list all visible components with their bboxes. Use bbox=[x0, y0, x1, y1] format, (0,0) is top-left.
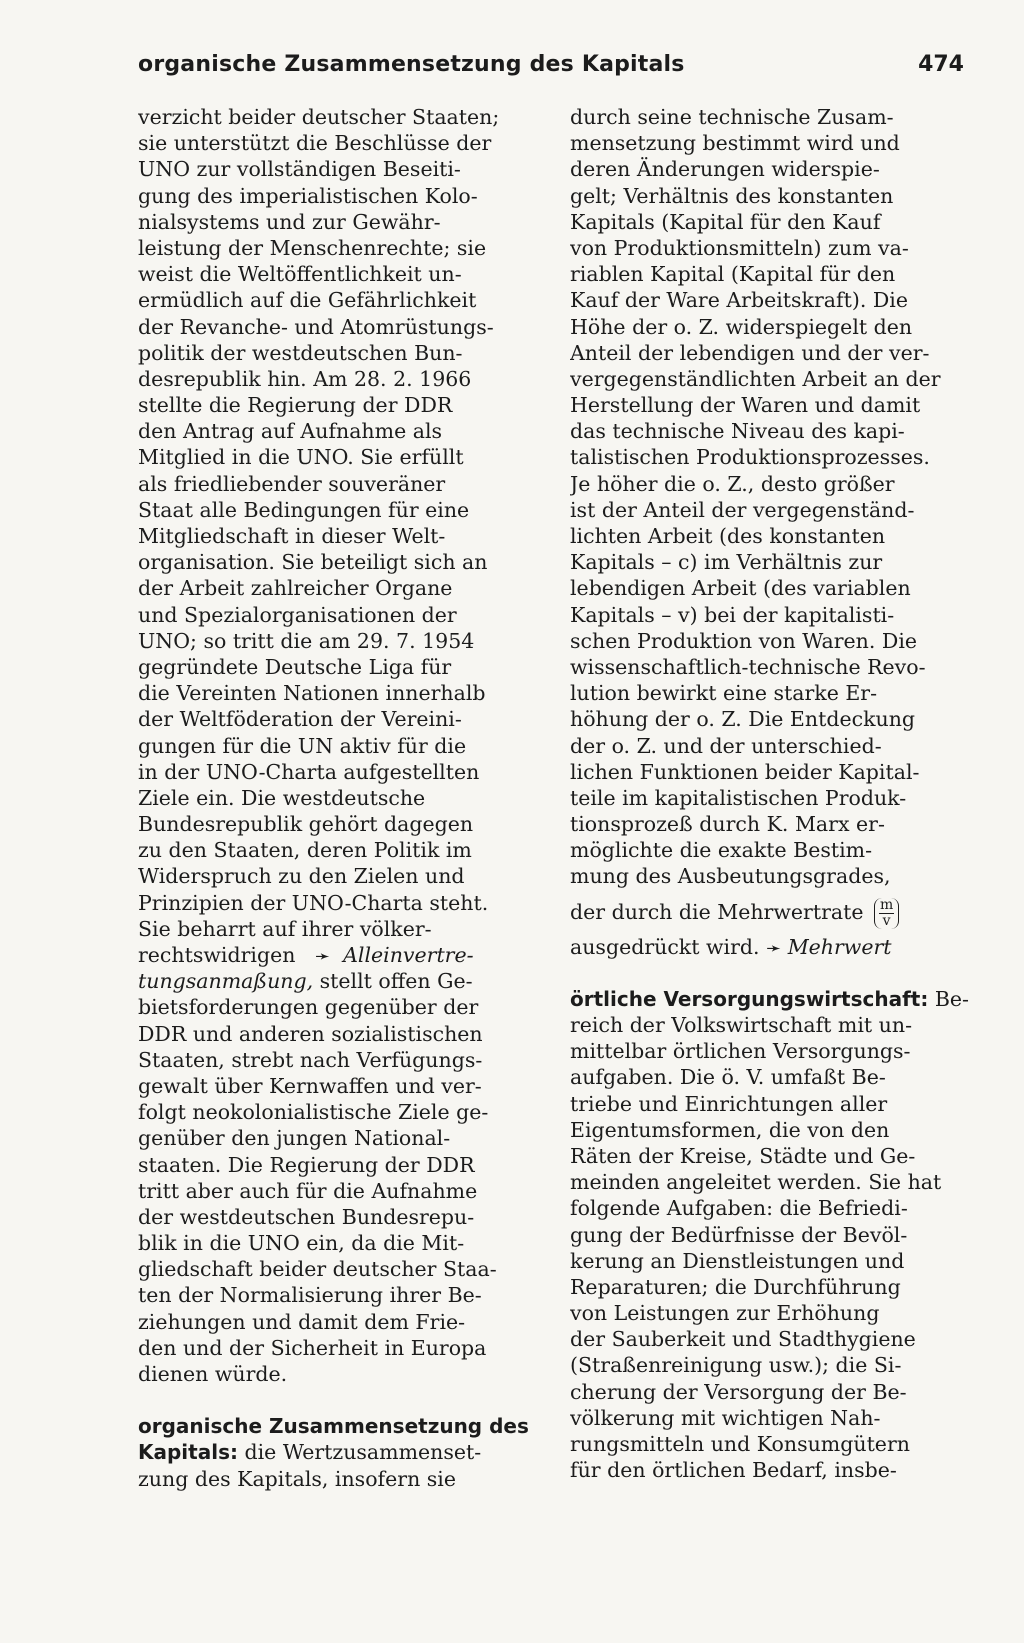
text-line: Kapitals (Kapital für den Kauf bbox=[570, 209, 881, 234]
text-line: gung des imperialistischen Kolo- bbox=[138, 183, 478, 208]
text-line: mung des Ausbeutungsgrades, bbox=[570, 864, 891, 889]
text-line: Prinzipien der UNO-Charta steht. bbox=[138, 890, 489, 915]
text-line: die Vereinten Nationen innerhalb bbox=[138, 681, 486, 706]
text-fragment: rechtswidrigen bbox=[138, 943, 296, 967]
entry-headword: Kapitals: bbox=[138, 1440, 238, 1465]
text-fragment: Be- bbox=[928, 986, 969, 1011]
text-line: lution bewirkt eine starke Er- bbox=[570, 681, 878, 706]
text-line: der Sauberkeit und Stadthygiene bbox=[570, 1327, 916, 1352]
paragraph-gap bbox=[570, 960, 970, 986]
text-fragment: ausgedrückt wird. bbox=[570, 934, 760, 959]
text-line: organisation. Sie beteiligt sich an bbox=[138, 550, 488, 575]
text-line: den und der Sicherheit in Europa bbox=[138, 1335, 487, 1360]
text-line: blik in die UNO ein, da die Mit- bbox=[138, 1231, 465, 1256]
text-line bbox=[138, 968, 538, 994]
entry-headword: organische Zusammensetzung des bbox=[138, 1414, 529, 1439]
text-line: Sie beharrt auf ihrer völker- bbox=[138, 916, 432, 941]
text-line: Mitglied in die UNO. Sie erfüllt bbox=[138, 445, 464, 470]
text-line: der Revanche- und Atomrüstungs- bbox=[138, 314, 494, 339]
text-line: (Straßenreinigung usw.); die Si- bbox=[570, 1353, 902, 1378]
text-line: tritt aber auch für die Aufnahme bbox=[138, 1178, 478, 1203]
text-line: Anteil der lebendigen und der ver- bbox=[570, 340, 930, 365]
text-line: gelt; Verhältnis des konstanten bbox=[570, 183, 894, 208]
text-line: UNO; so tritt die am 29. 7. 1954 bbox=[138, 628, 475, 653]
text-line: reich der Volkswirtschaft mit un- bbox=[570, 1013, 913, 1037]
text-line: sie unterstützt die Beschlüsse der bbox=[138, 131, 492, 156]
text-line: das technische Niveau des kapi- bbox=[570, 419, 905, 444]
text-line: triebe und Einrichtungen aller bbox=[570, 1091, 888, 1116]
text-line: der Weltföderation der Vereini- bbox=[138, 707, 462, 732]
text-line: mensetzung bestimmt wird und bbox=[570, 131, 900, 156]
text-line: Staaten, strebt nach Verfügungs- bbox=[138, 1047, 483, 1072]
text-line: aufgaben. Die ö. V. umfaßt Be- bbox=[570, 1065, 886, 1090]
text-line: schen Produktion von Waren. Die bbox=[570, 628, 918, 653]
fraction-numerator: m bbox=[880, 896, 894, 913]
text-line: lebendigen Arbeit (des variablen bbox=[570, 576, 911, 601]
text-line: Mitgliedschaft in dieser Welt- bbox=[138, 524, 446, 548]
text-line: folgt neokolonialistische Ziele ge- bbox=[138, 1100, 489, 1125]
text-line: dienen würde. bbox=[138, 1362, 288, 1386]
text-line: gegründete Deutsche Liga für bbox=[138, 654, 452, 679]
text-line: meinden angeleitet werden. Sie hat bbox=[570, 1170, 942, 1195]
text-line: Kapitals – c) im Verhältnis zur bbox=[570, 550, 883, 575]
text-line: politik der westdeutschen Bun- bbox=[138, 340, 463, 365]
surplus-rate-fraction bbox=[874, 898, 899, 929]
text-line bbox=[138, 942, 538, 968]
text-line: stellte die Regierung der DDR bbox=[138, 393, 453, 418]
text-line: der westdeutschen Bundesrepu- bbox=[138, 1204, 475, 1229]
text-line: ermüdlich auf die Gefährlichkeit bbox=[138, 288, 477, 313]
text-fragment: die Wertzusammenset- bbox=[237, 1440, 482, 1465]
text-line: in der UNO-Charta aufgestellten bbox=[138, 759, 480, 784]
text-line: gung der Bedürfnisse der Bevöl- bbox=[570, 1222, 908, 1247]
entry-headword: örtliche Versorgungswirtschaft: bbox=[570, 986, 929, 1011]
text-line: desrepublik hin. Am 28. 2. 1966 bbox=[138, 366, 472, 391]
text-line: bietsforderungen gegenüber der bbox=[138, 995, 479, 1020]
text-line: teile im kapitalistischen Produk- bbox=[570, 785, 907, 810]
text-line: von Leistungen zur Erhöhung bbox=[570, 1301, 880, 1326]
cross-reference-link[interactable]: Alleinvertre- bbox=[343, 943, 474, 967]
text-line: völkerung mit wichtigen Nah- bbox=[570, 1405, 881, 1430]
text-line: möglichte die exakte Bestim- bbox=[570, 838, 873, 863]
text-line: gliedschaft beider deutscher Staa- bbox=[138, 1257, 497, 1282]
text-line: Reparaturen; die Durchführung bbox=[570, 1274, 901, 1299]
text-line: nialsystems und zur Gewähr- bbox=[138, 209, 441, 234]
text-line: Ziele ein. Die westdeutsche bbox=[138, 785, 426, 810]
page-header bbox=[138, 52, 964, 86]
text-line: deren Änderungen widerspie- bbox=[570, 157, 880, 182]
cross-reference-link[interactable]: Mehrwert bbox=[787, 934, 892, 959]
text-line: lichen Funktionen beider Kapital- bbox=[570, 759, 920, 784]
text-line: Höhe der o. Z. widerspiegelt den bbox=[570, 314, 913, 339]
text-line: als friedliebender souveräner bbox=[138, 471, 446, 496]
text-line bbox=[570, 890, 970, 934]
text-line: Räten der Kreise, Städte und Ge- bbox=[570, 1143, 916, 1168]
text-line: wissenschaftlich-technische Revo- bbox=[570, 654, 926, 679]
text-line: höhung der o. Z. Die Entdeckung bbox=[570, 707, 916, 732]
text-line: Je höher die o. Z., desto größer bbox=[570, 471, 895, 496]
fraction-denominator: v bbox=[882, 912, 891, 929]
text-line: den Antrag auf Aufnahme als bbox=[138, 419, 443, 444]
text-line: genüber den jungen National- bbox=[138, 1126, 451, 1151]
text-line: verzicht beider deutscher Staaten; bbox=[138, 105, 500, 129]
text-line: Herstellung der Waren und damit bbox=[570, 393, 921, 418]
text-line: leistung der Menschenrechte; sie bbox=[138, 235, 487, 260]
paragraph-gap bbox=[138, 1387, 538, 1413]
text-line: tionsprozeß durch K. Marx er- bbox=[570, 812, 885, 837]
text-line: folgende Aufgaben: die Befriedi- bbox=[570, 1196, 908, 1221]
text-line: und Spezialorganisationen der bbox=[138, 602, 457, 627]
entry-organische-zusammensetzung bbox=[138, 1413, 538, 1492]
text-line: Eigentumsformen, die von den bbox=[570, 1117, 890, 1142]
entry-continued bbox=[570, 104, 970, 960]
cross-reference-arrow-icon: ➛ bbox=[766, 937, 782, 959]
text-line: staaten. Die Regierung der DDR bbox=[138, 1152, 475, 1177]
running-head: organische Zusammensetzung des Kapitals bbox=[138, 52, 685, 77]
right-column bbox=[570, 104, 970, 1483]
text-line: Bundesrepublik gehört dagegen bbox=[138, 812, 474, 837]
text-line: gungen für die UN aktiv für die bbox=[138, 733, 467, 758]
text-line: vergegenständlichten Arbeit an der bbox=[570, 366, 941, 391]
text-line: Widerspruch zu den Zielen und bbox=[138, 864, 465, 889]
page-number: 474 bbox=[918, 52, 964, 77]
text-line: weist die Weltöffentlichkeit un- bbox=[138, 262, 462, 287]
text-line: ziehungen und damit dem Frie- bbox=[138, 1309, 466, 1334]
text-line: kerung an Dienstleistungen und bbox=[570, 1248, 905, 1273]
text-line bbox=[138, 1439, 538, 1465]
text-line: talistischen Produktionsprozesses. bbox=[570, 445, 930, 470]
text-line: zung des Kapitals, insofern sie bbox=[138, 1466, 456, 1491]
text-line: Kauf der Ware Arbeitskraft). Die bbox=[570, 288, 908, 313]
text-line bbox=[570, 934, 970, 960]
text-line: für den örtlichen Bedarf, insbe- bbox=[570, 1458, 897, 1483]
text-line: der Arbeit zahlreicher Organe bbox=[138, 576, 453, 601]
text-fragment: der durch die Mehrwertrate bbox=[570, 899, 864, 924]
text-line: ten der Normalisierung ihrer Be- bbox=[138, 1283, 482, 1308]
text-line: von Produktionsmitteln) zum va- bbox=[570, 235, 909, 260]
text-line: durch seine technische Zusam- bbox=[570, 105, 894, 129]
entry-oertliche-versorgungswirtschaft bbox=[570, 986, 970, 1484]
text-line bbox=[570, 986, 970, 1012]
text-line: riablen Kapital (Kapital für den bbox=[570, 262, 896, 287]
text-line: gewalt über Kernwaffen und ver- bbox=[138, 1073, 482, 1098]
text-line: lichten Arbeit (des konstanten bbox=[570, 524, 886, 548]
text-line: Staat alle Bedingungen für eine bbox=[138, 497, 470, 522]
cross-reference-arrow-icon: ➛ bbox=[314, 946, 331, 967]
text-line: Kapitals – v) bei der kapitalisti- bbox=[570, 602, 895, 627]
text-line: cherung der Versorgung der Be- bbox=[570, 1379, 907, 1404]
left-column bbox=[138, 104, 538, 1492]
cross-reference-link[interactable]: tungsanmaßung, bbox=[138, 969, 314, 994]
text-line: rungsmitteln und Konsumgütern bbox=[570, 1432, 910, 1456]
text-line: UNO zur vollständigen Beseiti- bbox=[138, 157, 461, 182]
text-line: DDR und anderen sozialistischen bbox=[138, 1021, 483, 1046]
text-line: der o. Z. und der unterschied- bbox=[570, 733, 882, 758]
text-line: zu den Staaten, deren Politik im bbox=[138, 838, 472, 863]
text-fragment: stellt offen Ge- bbox=[313, 969, 473, 994]
text-line: mittelbar örtlichen Versorgungs- bbox=[570, 1039, 911, 1064]
paragraph-continued bbox=[138, 104, 538, 1387]
text-line: ist der Anteil der vergegenständ- bbox=[570, 497, 915, 522]
